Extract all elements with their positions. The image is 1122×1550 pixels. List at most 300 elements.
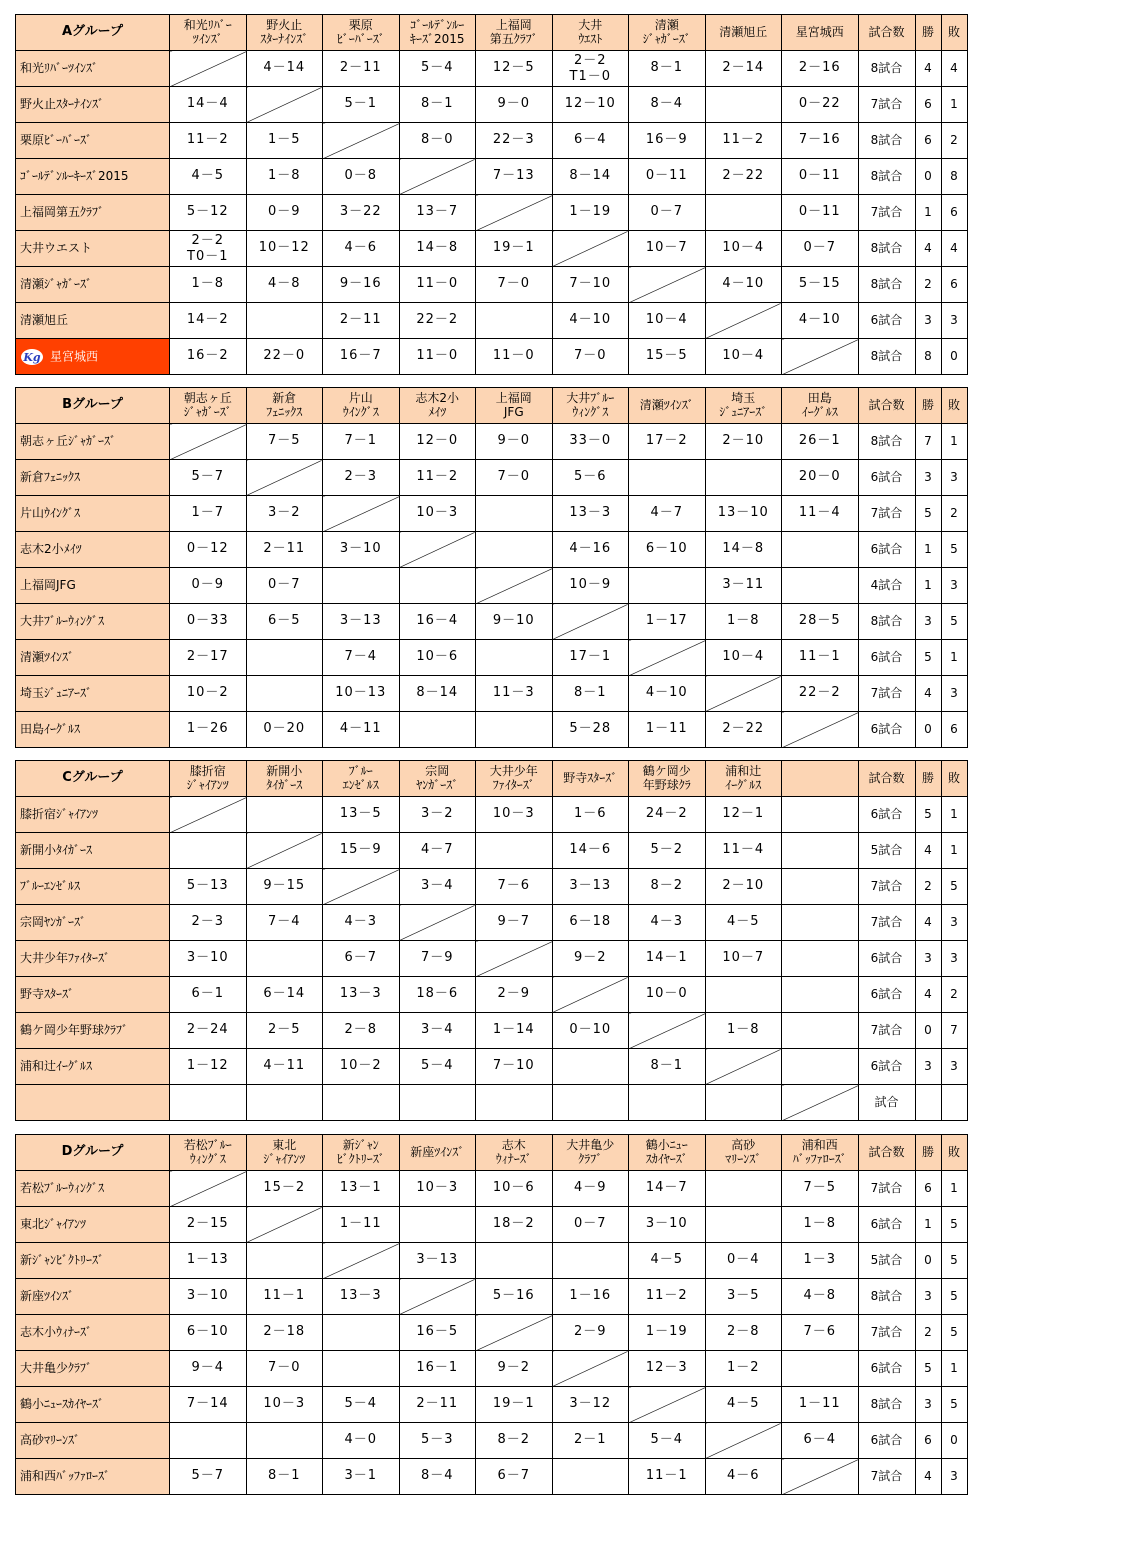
score-cell: 8－14 [399,676,476,712]
team-name [16,869,170,905]
losses: 5 [941,1207,967,1243]
column-header-line: 膝折宿 [189,763,226,778]
games-played: 5試合 [858,1243,915,1279]
diagonal-cell [399,1279,476,1315]
column-header [629,761,706,797]
score-cell: 7－0 [476,267,553,303]
team-name-text: 星宮城西 [50,349,99,363]
score-cell: 2－17 [170,640,247,676]
team-name-text: 新ｼﾞｬﾝﾋﾞｸﾄﾘｰｽﾞ [20,1252,105,1267]
column-header [629,1135,706,1171]
table-row [16,231,968,267]
team-name [16,1423,170,1459]
team-name [16,640,170,676]
column-header-line: ｼﾞｬｶﾞｰｽﾞ [642,31,691,46]
score-cell: 7－4 [323,640,400,676]
wins: 1 [915,568,941,604]
table-row [16,303,968,339]
score-cell: 4－10 [552,303,629,339]
wins: 2 [915,869,941,905]
wins: 5 [915,1351,941,1387]
score-cell: 8－0 [399,123,476,159]
team-name [16,267,170,303]
losses: 4 [941,231,967,267]
score-cell: 11－0 [399,267,476,303]
column-header-line: ｸﾗﾌﾞ [578,1151,603,1166]
score-cell: 19－1 [476,1387,553,1423]
column-header-line: 野寺ｽﾀｰｽﾞ [563,770,618,785]
losses: 4 [941,51,967,87]
games-played: 8試合 [858,267,915,303]
column-header-line: 和光ﾘﾊﾞｰ [183,17,232,32]
games-played: 6試合 [858,941,915,977]
column-header [705,1135,782,1171]
score-cell: 2－22 [705,159,782,195]
losses: 5 [941,1279,967,1315]
column-header-line: 新開小 [266,763,303,778]
column-header [246,761,323,797]
column-header [629,15,706,51]
losses: 6 [941,267,967,303]
score-cell: 7－10 [552,267,629,303]
diagonal-cell [552,1351,629,1387]
score-cell: 12－0 [399,424,476,460]
table-row [16,1049,968,1085]
score-cell: 16－9 [629,123,706,159]
score-cell: 4－8 [782,1279,859,1315]
score-cell: 9－15 [246,869,323,905]
score-cell [705,977,782,1013]
games-played: 8試合 [858,1279,915,1315]
diagonal-cell [476,941,553,977]
team-name [16,532,170,568]
score-cell: 0－11 [782,159,859,195]
losses: 3 [941,905,967,941]
column-header-line: ｽﾀｰﾅｲﾝｽﾞ [260,31,309,46]
score-cell [323,1351,400,1387]
score-cell: 17－2 [629,424,706,460]
score-cell: 4－5 [705,905,782,941]
score-cell: 10－6 [476,1171,553,1207]
score-cell: 4－3 [629,905,706,941]
team-name [16,1315,170,1351]
score-cell: 3－10 [629,1207,706,1243]
losses: 1 [941,640,967,676]
diagonal-cell [705,303,782,339]
score-cell: 5－7 [170,460,247,496]
score-cell: 7－0 [246,1351,323,1387]
team-name [16,123,170,159]
score-cell: 7－6 [476,869,553,905]
score-cell: 0－12 [170,532,247,568]
column-header [629,388,706,424]
column-header-line: 片山 [348,390,373,405]
column-header-line: ｼﾞｬｲｱﾝﾂ [186,777,229,792]
score-cell: 0－7 [246,568,323,604]
diagonal-cell [246,87,323,123]
score-cell: 1－11 [629,712,706,748]
score-cell: 8－1 [552,676,629,712]
score-cell: 10－3 [476,797,553,833]
score-cell: 3－10 [323,532,400,568]
score-cell: 11－2 [170,123,247,159]
team-name-text: ｺﾞｰﾙﾃﾞﾝﾙｰｷｰｽﾞ2015 [20,168,129,183]
score-cell: 10－7 [705,941,782,977]
team-name [16,195,170,231]
score-cell: 19－1 [476,231,553,267]
score-cell [399,1207,476,1243]
score-cell: 3－4 [399,1013,476,1049]
wins: 1 [915,195,941,231]
team-name-text: 鶴小ﾆｭｰｽｶｲﾔｰｽﾞ [20,1396,105,1411]
wins: 4 [915,833,941,869]
wins-header: 勝 [915,15,941,51]
table-row [16,1387,968,1423]
diagonal-cell [782,1459,859,1495]
score-line: 2－2 [573,52,607,68]
score-cell: 0－11 [629,159,706,195]
score-cell: 22－2 [782,676,859,712]
diagonal-cell [552,231,629,267]
score-cell [170,1423,247,1459]
team-name [16,905,170,941]
column-header-line: ｳｨﾝｸﾞｽ [189,1151,226,1166]
score-cell: 16－7 [323,339,400,375]
score-cell: 20－0 [782,460,859,496]
team-name [16,1387,170,1423]
score-cell: 1－2 [705,1351,782,1387]
diagonal-cell [476,568,553,604]
score-cell: 33－0 [552,424,629,460]
column-header-line: 清瀬 [654,17,679,32]
score-cell: 4－11 [246,1049,323,1085]
column-header-line: 鶴ケ岡少 [642,763,691,778]
diagonal-cell [323,869,400,905]
score-cell: 7－0 [476,460,553,496]
score-cell: 11－1 [629,1459,706,1495]
score-cell: 14－1 [629,941,706,977]
score-cell: 22－3 [476,123,553,159]
diagonal-cell [170,51,247,87]
team-name-text: 野火止ｽﾀｰﾅｲﾝｽﾞ [20,96,105,111]
score-cell: 2－16 [782,51,859,87]
score-cell [629,568,706,604]
score-cell: 3－11 [705,568,782,604]
column-header-line: 上福岡 [495,390,532,405]
score-cell: 6－10 [170,1315,247,1351]
games-played: 6試合 [858,460,915,496]
score-cell: 13－10 [705,496,782,532]
diagonal-cell [170,797,247,833]
score-cell [323,568,400,604]
column-header-line: 新座ﾂｲﾝｽﾞ [410,1144,465,1159]
column-header-line: ｳｲﾝｸﾞｽ [342,404,379,419]
column-header-line: 高砂 [731,1137,756,1152]
score-cell: 4－9 [552,1171,629,1207]
score-cell [476,303,553,339]
column-header-line: 朝志ヶ丘 [183,390,232,405]
losses-header: 敗 [941,15,967,51]
score-cell: 4－0 [323,1423,400,1459]
team-name-text: 田島ｲｰｸﾞﾙｽ [20,721,81,736]
team-name [16,1279,170,1315]
table-row [16,1085,968,1121]
score-cell [782,869,859,905]
score-cell: 10－0 [629,977,706,1013]
score-cell: 7－10 [476,1049,553,1085]
group-table [15,760,968,1121]
team-name [16,460,170,496]
score-cell: 7－1 [323,424,400,460]
diagonal-cell [323,1243,400,1279]
score-cell: 4－10 [782,303,859,339]
games-played: 8試合 [858,604,915,640]
score-cell: 4－8 [246,267,323,303]
score-cell: 8－1 [629,1049,706,1085]
score-cell: 2－9 [476,977,553,1013]
score-cell: 9－7 [476,905,553,941]
header-row [16,1135,968,1171]
score-cell: 6－4 [782,1423,859,1459]
diagonal-cell [170,1171,247,1207]
score-cell [782,1049,859,1085]
score-cell: 8－4 [399,1459,476,1495]
score-cell: 1－19 [552,195,629,231]
score-cell: 10－13 [323,676,400,712]
header-row [16,388,968,424]
table-row [16,339,968,375]
column-header-line: 第五ｸﾗﾌﾞ [489,31,538,46]
score-cell: 1－8 [705,1013,782,1049]
score-cell: 13－7 [399,195,476,231]
team-name [16,941,170,977]
score-cell: 4－14 [246,51,323,87]
score-cell [552,51,629,87]
team-name-text: 片山ｳｲﾝｸﾞｽ [20,505,81,520]
score-cell: 0－11 [782,195,859,231]
score-cell [399,568,476,604]
column-header-line: 埼玉 [731,390,756,405]
games-played: 6試合 [858,797,915,833]
team-name-text: 清瀬ﾂｲﾝｽﾞ [20,649,75,664]
diagonal-cell [476,195,553,231]
score-cell: 3－13 [323,604,400,640]
score-cell: 0－9 [170,568,247,604]
score-cell: 10－12 [246,231,323,267]
team-name-text: 大井ウエスト [20,240,93,255]
score-cell: 4－6 [705,1459,782,1495]
score-cell: 3－22 [323,195,400,231]
column-header-line: 年野球ｸﾗ [642,777,691,792]
score-cell: 6－10 [629,532,706,568]
score-cell: 3－2 [399,797,476,833]
table-row [16,195,968,231]
column-header-line: ｴﾝｾﾞﾙｽ [342,777,379,792]
diagonal-cell [782,712,859,748]
score-cell: 5－13 [170,869,247,905]
score-cell: 17－1 [552,640,629,676]
score-cell [782,941,859,977]
column-header-line: ｳｨﾝｸﾞｽ [572,404,609,419]
column-header [782,388,859,424]
column-header-line: 若松ﾌﾞﾙｰ [183,1137,232,1152]
score-cell [782,833,859,869]
column-header [323,15,400,51]
wins: 4 [915,977,941,1013]
score-cell [399,1085,476,1121]
diagonal-cell [705,1423,782,1459]
score-cell: 0－4 [705,1243,782,1279]
wins-header: 勝 [915,761,941,797]
team-name [16,303,170,339]
score-cell [782,568,859,604]
table-row [16,1243,968,1279]
score-cell: 1－5 [246,123,323,159]
team-name-text: ﾌﾞﾙｰｴﾝｾﾞﾙｽ [20,878,81,893]
score-cell: 0－9 [246,195,323,231]
score-cell [705,87,782,123]
losses-header: 敗 [941,1135,967,1171]
column-header [246,388,323,424]
table-row [16,568,968,604]
team-name [16,231,170,267]
wins [915,1085,941,1121]
score-cell [246,1423,323,1459]
diagonal-cell [246,1207,323,1243]
team-name-text: 清瀬ｼﾞｬｶﾞｰｽﾞ [20,276,93,291]
svg-text:Kg: Kg [23,350,41,364]
score-cell: 12－3 [629,1351,706,1387]
wins: 0 [915,1243,941,1279]
team-name-text: 大井少年ﾌｧｲﾀｰｽﾞ [20,950,111,965]
table-row [16,1013,968,1049]
column-header-line: 浦和西 [801,1137,838,1152]
score-cell: 14－6 [552,833,629,869]
team-name [16,1243,170,1279]
team-name [16,1351,170,1387]
score-cell: 6－14 [246,977,323,1013]
score-cell: 1－11 [782,1387,859,1423]
score-cell: 1－8 [782,1207,859,1243]
score-cell: 5－16 [476,1279,553,1315]
column-header-line: 志木2小 [415,390,460,405]
games-played: 6試合 [858,1423,915,1459]
score-cell: 6－4 [552,123,629,159]
score-cell: 13－3 [552,496,629,532]
team-name [16,496,170,532]
score-cell: 1－8 [246,159,323,195]
games-header: 試合数 [858,388,915,424]
score-cell: 4－11 [323,712,400,748]
column-header [476,388,553,424]
score-cell: 4－5 [705,1387,782,1423]
score-cell: 0－20 [246,712,323,748]
team-name [16,712,170,748]
column-header-line: ﾂｲﾝｽﾞ [192,31,223,46]
losses: 0 [941,1423,967,1459]
score-cell: 11－1 [782,640,859,676]
score-cell: 1－16 [552,1279,629,1315]
score-cell: 18－2 [476,1207,553,1243]
team-name-text: 若松ﾌﾞﾙｰｳｨﾝｸﾞｽ [20,1180,105,1195]
games-played: 7試合 [858,1171,915,1207]
team-name-text: 浦和西ﾊﾞｯﾌｧﾛｰｽﾞ [20,1468,111,1483]
games-played: 7試合 [858,496,915,532]
games-played: 6試合 [858,1351,915,1387]
score-cell: 4－10 [629,676,706,712]
table-row [16,869,968,905]
score-cell: 5－4 [629,1423,706,1459]
score-cell: 9－2 [552,941,629,977]
losses: 5 [941,532,967,568]
score-cell: 11－1 [246,1279,323,1315]
score-cell: 0－7 [629,195,706,231]
wins: 3 [915,303,941,339]
table-row [16,1171,968,1207]
table-row [16,1459,968,1495]
games-played: 7試合 [858,905,915,941]
score-cell [323,1315,400,1351]
column-header-line: 鶴小ﾆｭｰ [645,1137,688,1152]
table-row [16,905,968,941]
team-name-text: 上福岡JFG [20,577,76,592]
score-cell: 18－6 [399,977,476,1013]
score-cell: 11－2 [399,460,476,496]
team-name-text: 上福岡第五ｸﾗﾌﾞ [20,204,105,219]
column-header [399,15,476,51]
score-cell: 11－0 [399,339,476,375]
team-name [16,977,170,1013]
team-name [16,51,170,87]
score-cell: 8－14 [552,159,629,195]
score-cell: 2－3 [170,905,247,941]
score-cell: 10－4 [705,339,782,375]
losses: 5 [941,604,967,640]
losses: 3 [941,460,967,496]
column-header-line: ｳｨﾅｰｽﾞ [495,1151,532,1166]
score-cell [246,303,323,339]
score-cell: 6－7 [323,941,400,977]
group-title: Aグループ [16,15,170,51]
diagonal-cell [705,1049,782,1085]
team-name-text: 東北ｼﾞｬｲｱﾝﾂ [20,1216,87,1231]
score-cell: 2－14 [705,51,782,87]
wins: 4 [915,231,941,267]
wins: 2 [915,1315,941,1351]
score-cell: 7－16 [782,123,859,159]
team-name-text: 野寺ｽﾀｰｽﾞ [20,986,75,1001]
score-cell: 2－22 [705,712,782,748]
losses: 6 [941,195,967,231]
losses: 5 [941,1387,967,1423]
losses: 2 [941,496,967,532]
games-played: 6試合 [858,712,915,748]
score-cell: 16－2 [170,339,247,375]
score-cell: 2－8 [705,1315,782,1351]
score-cell: 14－2 [170,303,247,339]
games-played: 6試合 [858,1207,915,1243]
score-cell: 3－1 [323,1459,400,1495]
table-row [16,1315,968,1351]
score-cell [476,1243,553,1279]
column-header-line: 大井ﾌﾞﾙｰ [566,390,615,405]
score-cell: 4－3 [323,905,400,941]
losses [941,1085,967,1121]
diagonal-cell [170,424,247,460]
score-cell: 11－2 [705,123,782,159]
wins: 3 [915,460,941,496]
score-cell: 7－0 [552,339,629,375]
